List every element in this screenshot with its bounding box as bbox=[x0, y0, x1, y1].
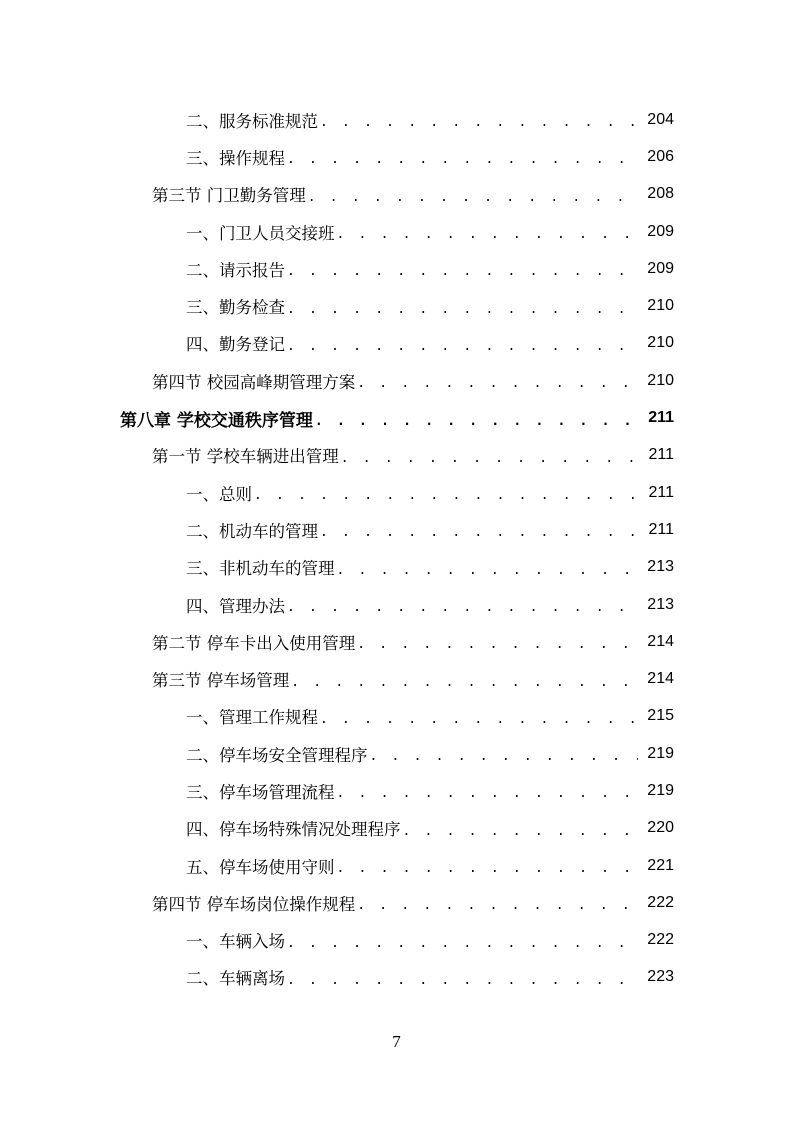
toc-entry-title: 四、管理办法 bbox=[186, 596, 285, 616]
toc-entry-title: 第一节 学校车辆进出管理 bbox=[152, 447, 339, 467]
toc-entry[interactable] bbox=[0, 772, 793, 809]
toc-entry[interactable] bbox=[0, 250, 793, 287]
dot-leader bbox=[287, 340, 638, 353]
toc-entry-title: 第八章 学校交通秩序管理 bbox=[120, 410, 313, 431]
toc-entry-page: 221 bbox=[647, 856, 674, 874]
toc-entry[interactable] bbox=[0, 735, 793, 772]
toc-entry[interactable] bbox=[0, 549, 793, 586]
toc-entry-title: 第三节 停车场管理 bbox=[152, 671, 290, 691]
toc-entry[interactable] bbox=[0, 176, 793, 213]
toc-entry[interactable] bbox=[0, 101, 793, 138]
toc-entry-title: 第四节 校园高峰期管理方案 bbox=[152, 372, 356, 392]
dot-leader bbox=[357, 638, 638, 651]
toc-entry-page: 211 bbox=[648, 520, 674, 538]
toc-entry-title: 一、车辆入场 bbox=[186, 932, 285, 952]
toc-entry[interactable] bbox=[0, 511, 793, 548]
dot-leader bbox=[287, 937, 638, 950]
toc-entry-page: 219 bbox=[647, 744, 674, 762]
toc-entry-page: 210 bbox=[647, 371, 674, 389]
dot-leader bbox=[308, 191, 638, 204]
toc-entry[interactable] bbox=[0, 325, 793, 362]
toc-entry-page: 210 bbox=[647, 297, 674, 315]
toc-entry-title: 第四节 停车场岗位操作规程 bbox=[152, 894, 356, 914]
dot-leader bbox=[287, 153, 638, 166]
toc-entry-page: 215 bbox=[647, 707, 674, 725]
dot-leader bbox=[287, 974, 638, 987]
dot-leader bbox=[320, 526, 638, 539]
page-number: 7 bbox=[392, 1032, 401, 1051]
toc-entry-title: 二、请示报告 bbox=[186, 260, 285, 280]
toc-entry-page: 210 bbox=[647, 334, 674, 352]
toc-entry-page: 219 bbox=[647, 781, 674, 799]
toc-entry-page: 211 bbox=[648, 483, 674, 501]
dot-leader bbox=[357, 899, 638, 912]
toc-entry[interactable] bbox=[0, 586, 793, 623]
toc-entry[interactable] bbox=[0, 474, 793, 511]
toc-entry-page: 208 bbox=[647, 185, 674, 203]
toc-entry-title: 一、门卫人员交接班 bbox=[186, 223, 335, 243]
toc-entry-page: 211 bbox=[648, 409, 674, 427]
toc-entry-page: 206 bbox=[647, 147, 674, 165]
dot-leader bbox=[254, 489, 638, 502]
toc-entry-title: 一、总则 bbox=[186, 484, 252, 504]
dot-leader bbox=[337, 862, 639, 875]
toc-entry[interactable] bbox=[0, 213, 793, 250]
toc-entry-title: 第三节 门卫勤务管理 bbox=[152, 186, 306, 206]
dot-leader bbox=[337, 228, 639, 241]
toc-entry-title: 五、停车场使用守则 bbox=[186, 857, 335, 877]
toc-entry-page: 222 bbox=[647, 893, 674, 911]
dot-leader bbox=[320, 116, 638, 129]
toc-entry-page: 209 bbox=[647, 259, 674, 277]
dot-leader bbox=[370, 750, 639, 763]
table-of-contents bbox=[0, 101, 793, 996]
toc-entry-page: 214 bbox=[647, 670, 674, 688]
toc-entry[interactable] bbox=[0, 138, 793, 175]
dot-leader bbox=[287, 303, 638, 316]
toc-chapter-entry[interactable] bbox=[0, 399, 793, 436]
toc-entry[interactable] bbox=[0, 810, 793, 847]
toc-entry[interactable] bbox=[0, 959, 793, 996]
toc-entry-title: 四、勤务登记 bbox=[186, 335, 285, 355]
toc-entry-page: 220 bbox=[647, 819, 674, 837]
toc-entry-title: 二、机动车的管理 bbox=[186, 521, 318, 541]
toc-entry-title: 二、车辆离场 bbox=[186, 969, 285, 989]
toc-entry-page: 204 bbox=[647, 110, 674, 128]
toc-entry-title: 三、勤务检查 bbox=[186, 298, 285, 318]
toc-entry-page: 213 bbox=[647, 558, 674, 576]
toc-entry-title: 二、停车场安全管理程序 bbox=[186, 745, 368, 765]
toc-entry-title: 二、服务标准规范 bbox=[186, 111, 318, 131]
dot-leader bbox=[291, 676, 638, 689]
dot-leader bbox=[357, 377, 638, 390]
toc-entry[interactable] bbox=[0, 623, 793, 660]
toc-entry-title: 三、操作规程 bbox=[186, 148, 285, 168]
toc-entry-title: 三、停车场管理流程 bbox=[186, 782, 335, 802]
toc-entry-page: 211 bbox=[648, 446, 674, 464]
toc-entry[interactable] bbox=[0, 287, 793, 324]
dot-leader bbox=[287, 265, 638, 278]
toc-entry-title: 三、非机动车的管理 bbox=[186, 559, 335, 579]
dot-leader bbox=[337, 787, 639, 800]
toc-entry[interactable] bbox=[0, 660, 793, 697]
toc-entry-page: 214 bbox=[647, 632, 674, 650]
toc-entry[interactable] bbox=[0, 437, 793, 474]
dot-leader bbox=[341, 452, 638, 465]
toc-entry-title: 第二节 停车卡出入使用管理 bbox=[152, 633, 356, 653]
toc-entry-title: 一、管理工作规程 bbox=[186, 708, 318, 728]
dot-leader bbox=[403, 825, 639, 838]
toc-entry-page: 223 bbox=[647, 968, 674, 986]
dot-leader bbox=[337, 564, 639, 577]
toc-entry-page: 222 bbox=[647, 931, 674, 949]
toc-entry-title: 四、停车场特殊情况处理程序 bbox=[186, 820, 401, 840]
toc-entry[interactable] bbox=[0, 847, 793, 884]
toc-entry-page: 209 bbox=[647, 222, 674, 240]
dot-leader bbox=[315, 415, 638, 428]
dot-leader bbox=[287, 601, 638, 614]
dot-leader bbox=[320, 713, 638, 726]
toc-entry[interactable] bbox=[0, 698, 793, 735]
toc-entry[interactable] bbox=[0, 922, 793, 959]
toc-entry[interactable] bbox=[0, 362, 793, 399]
toc-entry-page: 213 bbox=[647, 595, 674, 613]
toc-entry[interactable] bbox=[0, 884, 793, 921]
